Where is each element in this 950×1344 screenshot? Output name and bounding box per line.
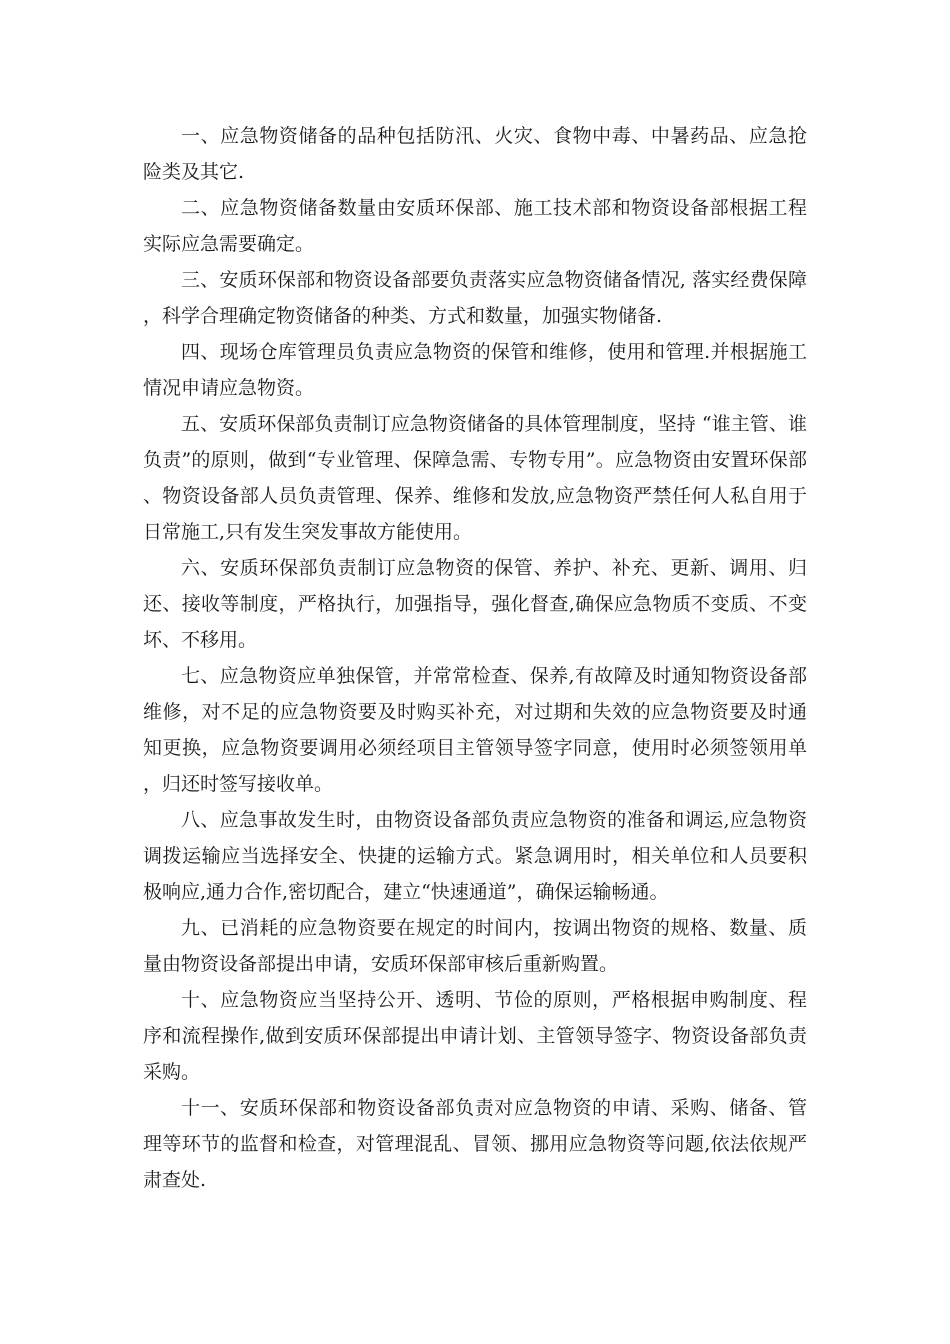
paragraph-5: 五、安质环保部负责制订应急物资储备的具体管理制度，坚持 “谁主管、谁负责”的原则，做到“专业管理、保障急需、专物专用”。应急物资由安置环保部、物资设备部人员负责管理、保养、维修和发放,应急物资严禁任何人私自用于日常施工,只有发生突发事故方能使用。 [143, 413, 807, 543]
paragraph-7: 七、应急物资应单独保管，并常常检查、保养,有故障及时通知物资设备部维修，对不足的应急物资要及时购买补充，对过期和失效的应急物资要及时通知更换，应急物资要调用必须经项目主管领导签字同意，使用时必须签领用单，归还时签写接收单。 [143, 665, 807, 795]
paragraph-11: 十一、安质环保部和物资设备部负责对应急物资的申请、采购、储备、管理等环节的监督和检查，对管理混乱、冒领、挪用应急物资等问题,依法依规严肃查处. [143, 1097, 807, 1191]
paragraph-9: 九、已消耗的应急物资要在规定的时间内，按调出物资的规格、数量、质量由物资设备部提出申请，安质环保部审核后重新购置。 [143, 917, 807, 975]
paragraph-2: 二、应急物资储备数量由安质环保部、施工技术部和物资设备部根据工程实际应急需要确定。 [143, 197, 807, 255]
paragraph-3: 三、安质环保部和物资设备部要负责落实应急物资储备情况, 落实经费保障，科学合理确定物资储备的种类、方式和数量，加强实物储备. [143, 269, 807, 327]
paragraph-8: 八、应急事故发生时，由物资设备部负责应急物资的准备和调运,应急物资调拨运输应当选择安全、快捷的运输方式。紧急调用时，相关单位和人员要积极响应,通力合作,密切配合，建立“快速通道”，确保运输畅通。 [143, 809, 807, 903]
paragraph-1: 一、应急物资储备的品种包括防汛、火灾、食物中毒、中暑药品、应急抢险类及其它. [143, 125, 807, 183]
paragraph-6: 六、安质环保部负责制订应急物资的保管、养护、补充、更新、调用、归还、接收等制度，严格执行，加强指导，强化督查,确保应急物质不变质、不变坏、不移用。 [143, 557, 807, 651]
document-body [143, 118, 807, 1198]
paragraph-10: 十、应急物资应当坚持公开、透明、节俭的原则，严格根据申购制度、程序和流程操作,做到安质环保部提出申请计划、主管领导签字、物资设备部负责采购。 [143, 989, 807, 1083]
paragraph-4: 四、现场仓库管理员负责应急物资的保管和维修，使用和管理.并根据施工情况申请应急物资。 [143, 341, 807, 399]
